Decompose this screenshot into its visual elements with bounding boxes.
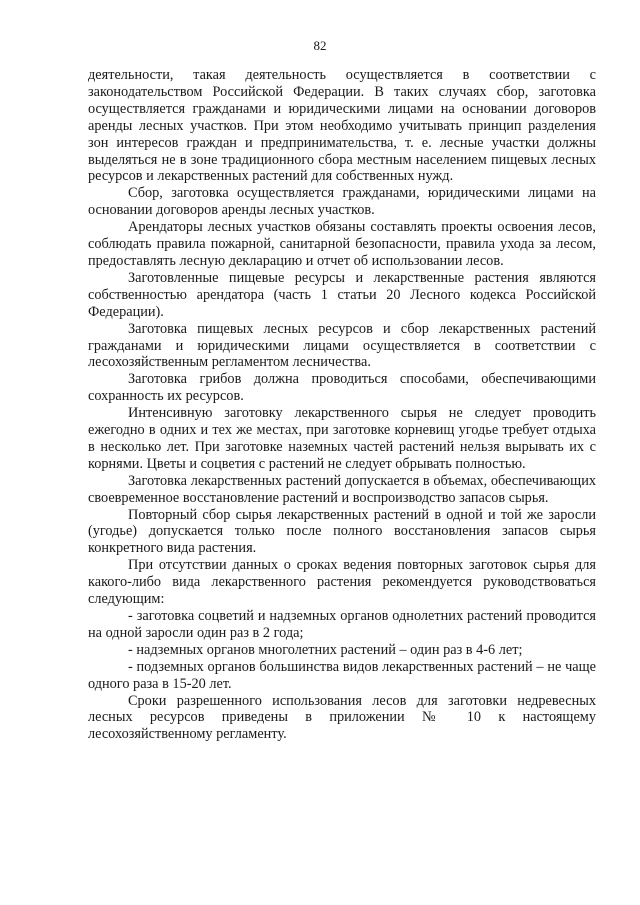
paragraph: Сроки разрешенного использования лесов для заготовки недревесных лесных ресурсов приведены в приложении № 10 к настоящему лесохозяйственному регламенту. [88,692,596,743]
paragraph-continuation: деятельности, такая деятельность осуществляется в соответствии с законодательством Российской Федерации. В таких случаях сбор, заготовка осуществляется гражданами и юридическими лицами на основании договоров аренды лесных участков. При этом необходимо учитывать принцип разделения зон интересов граждан и предпринимательства, т. е. лесные участки должны выделяться не в зоне традиционного сбора местным населением пищевых лесных ресурсов и лекарственных растений для собственных нужд. [88,67,596,185]
paragraph: Заготовка пищевых лесных ресурсов и сбор лекарственных растений гражданами и юридическими лицами осуществляется в соответствии с лесохозяйственным регламентом лесничества. [88,320,596,371]
paragraph: Заготовка лекарственных растений допускается в объемах, обеспечивающих своевременное восстановление растений и воспроизводство запасов сырья. [88,472,596,506]
paragraph: При отсутствии данных о сроках ведения повторных заготовок сырья для какого-либо вида лекарственного растения рекомендуется руководствоваться следующим: [88,557,596,608]
paragraph: Арендаторы лесных участков обязаны составлять проекты освоения лесов, соблюдать правила пожарной, санитарной безопасности, правила ухода за лесом, предоставлять лесную декларацию и отчет об использовании лесов. [88,219,596,269]
paragraph: Заготовка грибов должна проводиться способами, обеспечивающими сохранность их ресурсов. [88,371,596,405]
page-number: 82 [313,38,327,53]
paragraph: Сбор, заготовка осуществляется гражданами, юридическими лицами на основании договоров аренды лесных участков. [88,185,596,219]
paragraph: Интенсивную заготовку лекарственного сырья не следует проводить ежегодно в одних и тех же местах, при заготовке корневищ угодье требует отдыха в несколько лет. При заготовке наземных частей растений нельзя вырывать их с корнями. Цветы и соцветия с растений не следует обрывать полностью. [88,405,596,472]
paragraph: Заготовленные пищевые ресурсы и лекарственные растения являются собственностью арендатора (часть 1 статьи 20 Лесного кодекса Российской Федерации). [88,269,596,320]
list-item: - подземных органов большинства видов лекарственных растений – не чаще одного раза в 15-20 лет. [88,658,596,692]
paragraph: Повторный сбор сырья лекарственных растений в одной и той же заросли (угодье) допускается только после полного восстановления запасов сырья конкретного вида растения. [88,506,596,557]
body-text [88,67,596,743]
list-item: - надземных органов многолетних растений – один раз в 4-6 лет; [128,641,523,658]
list-item: - заготовка соцветий и надземных органов однолетних растений проводится на одной заросли один раз в 2 года; [88,608,596,641]
